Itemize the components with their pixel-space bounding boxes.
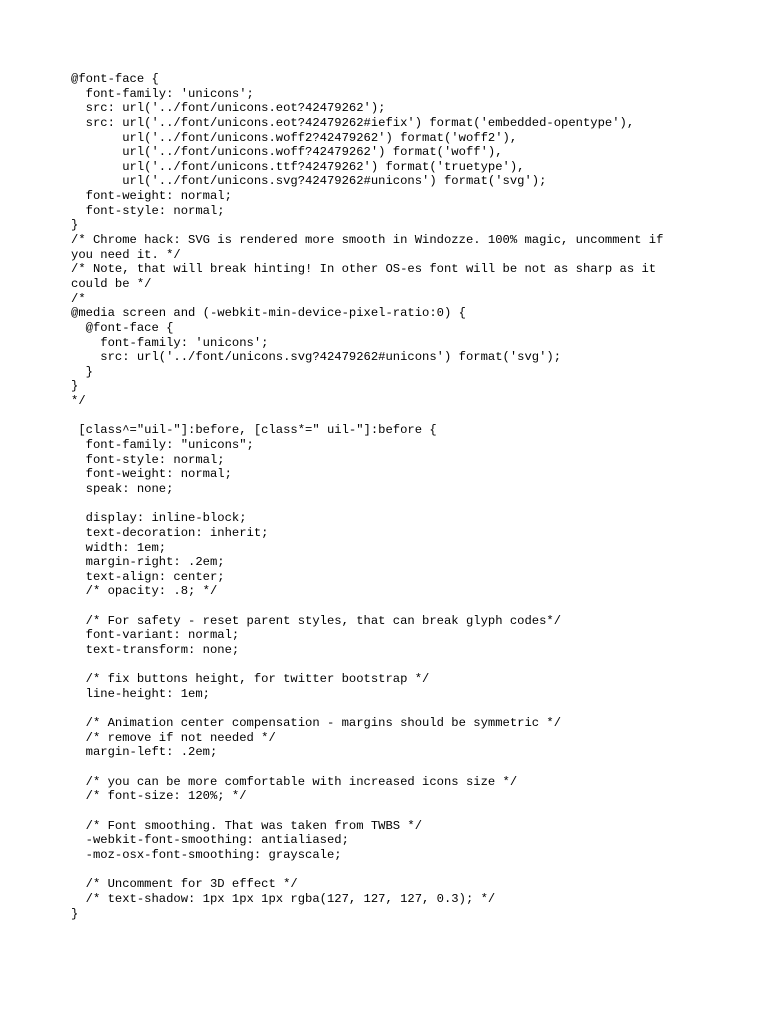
code-line: margin-right: .2em; xyxy=(71,555,225,570)
code-line: /* remove if not needed */ xyxy=(71,730,276,745)
code-line: } xyxy=(71,906,79,921)
code-line xyxy=(71,760,711,775)
code-line: text-transform: none; xyxy=(71,642,240,657)
code-line: url('../font/unicons.ttf?42479262') format('truetype'), xyxy=(71,159,525,174)
code-line: text-decoration: inherit; xyxy=(71,525,269,540)
code-line: /* Chrome hack: SVG is rendered more smooth in Windozze. 100% magic, uncomment if xyxy=(71,233,664,248)
code-document xyxy=(71,72,711,921)
code-line: could be */ xyxy=(71,276,152,291)
code-line xyxy=(71,409,711,424)
code-line: /* you can be more comfortable with increased icons size */ xyxy=(71,774,518,789)
code-line: /* Uncomment for 3D effect */ xyxy=(71,877,298,892)
code-line: } xyxy=(71,218,79,233)
code-line: speak: none; xyxy=(71,481,174,496)
code-line xyxy=(71,599,711,614)
code-line: /* fix buttons height, for twitter bootstrap */ xyxy=(71,672,430,687)
code-line: /* Font smoothing. That was taken from TWBS */ xyxy=(71,818,423,833)
code-line: width: 1em; xyxy=(71,540,167,555)
code-line: [class^="uil-"]:before, [class*=" uil-"]:before { xyxy=(71,423,437,438)
code-line: line-height: 1em; xyxy=(71,686,210,701)
code-line xyxy=(71,497,711,512)
code-line: /* For safety - reset parent styles, that can break glyph codes*/ xyxy=(71,613,562,628)
code-line xyxy=(71,804,711,819)
code-line: src: url('../font/unicons.eot?42479262#iefix') format('embedded-opentype'), xyxy=(71,115,635,130)
code-line: font-family: 'unicons'; xyxy=(71,86,254,101)
code-line: font-style: normal; xyxy=(71,203,225,218)
code-line: font-family: 'unicons'; xyxy=(71,335,269,350)
code-line: url('../font/unicons.svg?42479262#unicons') format('svg'); xyxy=(71,174,547,189)
code-line: url('../font/unicons.woff2?42479262') format('woff2'), xyxy=(71,130,518,145)
code-line: -webkit-font-smoothing: antialiased; xyxy=(71,833,349,848)
code-line: text-align: center; xyxy=(71,569,225,584)
code-line: font-weight: normal; xyxy=(71,467,232,482)
code-line: src: url('../font/unicons.svg?42479262#unicons') format('svg'); xyxy=(71,350,562,365)
code-line: } xyxy=(71,364,93,379)
code-line: @font-face { xyxy=(71,320,174,335)
code-line: @font-face { xyxy=(71,72,159,86)
code-line: margin-left: .2em; xyxy=(71,745,218,760)
code-line: -moz-osx-font-smoothing: grayscale; xyxy=(71,847,342,862)
code-line: font-style: normal; xyxy=(71,452,225,467)
code-line: font-family: "unicons"; xyxy=(71,438,254,453)
code-line xyxy=(71,863,711,878)
code-line: /* Animation center compensation - margins should be symmetric */ xyxy=(71,716,562,731)
code-line: /* font-size: 120%; */ xyxy=(71,789,247,804)
code-line: url('../font/unicons.woff?42479262') format('woff'), xyxy=(71,145,503,160)
code-line: */ xyxy=(71,394,86,409)
code-line: display: inline-block; xyxy=(71,511,247,526)
code-line: font-weight: normal; xyxy=(71,189,232,204)
code-line: /* text-shadow: 1px 1px 1px rgba(127, 127, 127, 0.3); */ xyxy=(71,891,496,906)
code-line: } xyxy=(71,379,79,394)
code-line xyxy=(71,658,711,673)
code-line: /* opacity: .8; */ xyxy=(71,584,218,599)
code-line: @media screen and (-webkit-min-device-pixel-ratio:0) { xyxy=(71,306,466,321)
code-line: src: url('../font/unicons.eot?42479262'); xyxy=(71,101,386,116)
code-line: /* Note, that will break hinting! In other OS-es font will be not as sharp as it xyxy=(71,262,657,277)
code-line: font-variant: normal; xyxy=(71,628,240,643)
code-line xyxy=(71,702,711,717)
code-line: you need it. */ xyxy=(71,247,181,262)
code-line: /* xyxy=(71,291,86,306)
